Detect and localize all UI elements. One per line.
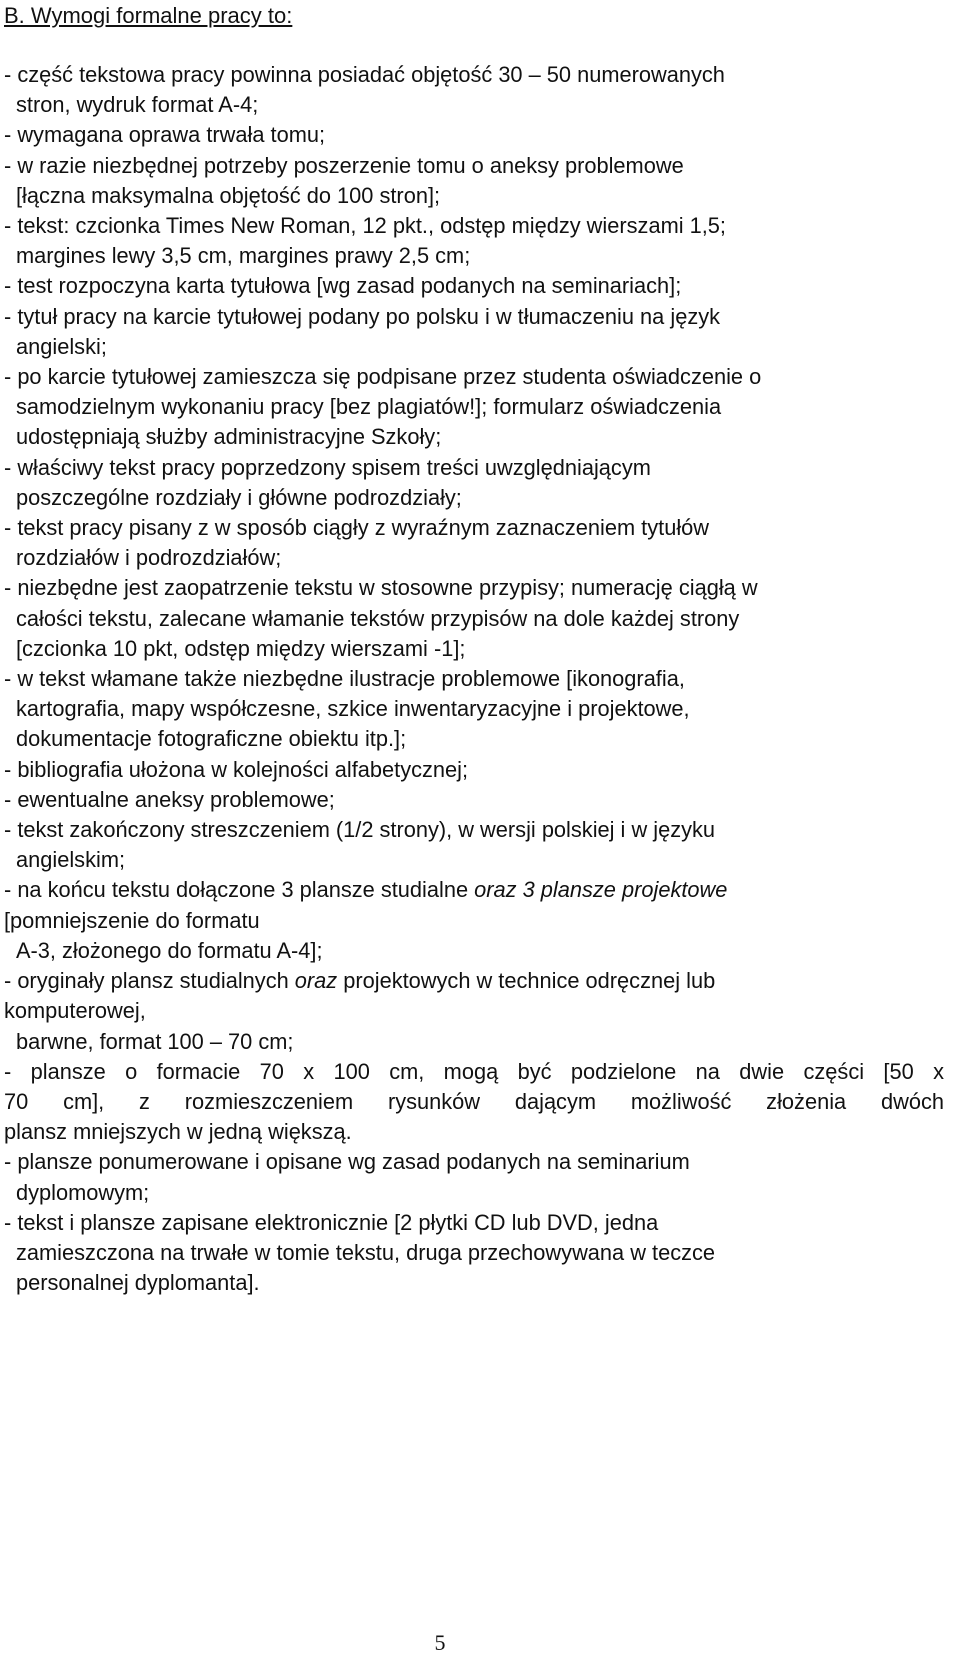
item-text: projektowych w technice odręcznej lub (337, 968, 716, 994)
list-item (4, 1147, 944, 1207)
item-line: - w razie niezbędnej potrzeby poszerzenie tomu o aneksy problemowe (4, 152, 684, 178)
item-line: - wymagana oprawa trwała tomu; (4, 122, 326, 148)
list-item (4, 1057, 944, 1148)
item-text-italic: oraz (294, 968, 338, 994)
item-line: - test rozpoczyna karta tytułowa [wg zasad podanych na seminariach]; (4, 273, 682, 299)
item-line: zamieszczona na trwałe w tomie tekstu, druga przechowywana w teczce (16, 1239, 716, 1265)
item-line: rozdziałów i podrozdziałów; (16, 545, 282, 571)
item-line (4, 966, 944, 996)
item-line: udostępniają służby administracyjne Szkoły; (16, 424, 442, 450)
item-line: - po karcie tytułowej zamieszcza się podpisane przez studenta oświadczenie o (4, 364, 762, 390)
item-line: - właściwy tekst pracy poprzedzony spisem treści uwzględniającym (4, 454, 651, 480)
requirements-list (4, 60, 944, 1298)
item-line: [czcionka 10 pkt, odstęp między wierszami -1]; (16, 635, 466, 661)
list-item (4, 966, 944, 1057)
item-line: - bibliografia ułożona w kolejności alfabetycznej; (4, 756, 469, 782)
item-line: plansz mniejszych w jedną większą. (4, 1119, 352, 1145)
list-item (4, 271, 944, 301)
item-text: - oryginały plansz studialnych (4, 968, 295, 994)
section-title: B. Wymogi formalne pracy to: (4, 3, 293, 28)
item-line: - tekst i plansze zapisane elektronicznie [2 płytki CD lub DVD, jedna (4, 1209, 659, 1235)
list-item (4, 151, 944, 211)
item-line: [pomniejszenie do formatu (4, 907, 260, 933)
item-line: - tekst zakończony streszczeniem (1/2 strony), w wersji polskiej i w języku (4, 817, 716, 843)
item-line: - w tekst włamane także niezbędne ilustracje problemowe [ikonografia, (4, 666, 685, 692)
list-item (4, 362, 944, 453)
item-line: - tekst pracy pisany z w sposób ciągły z wyraźnym zaznaczeniem tytułów (4, 515, 710, 541)
item-line: 70 cm], z rozmieszczeniem rysunków dającym możliwość złożenia dwóch (4, 1088, 944, 1114)
item-line: A-3, złożonego do formatu A-4]; (16, 937, 323, 963)
item-line: - część tekstowa pracy powinna posiadać objętość 30 – 50 numerowanych (4, 62, 725, 87)
item-line: [łączna maksymalna objętość do 100 stron]; (16, 182, 441, 208)
item-line: personalnej dyplomanta]. (16, 1270, 260, 1296)
item-line: całości tekstu, zalecane włamanie tekstów przypisów na dole każdej strony (16, 605, 740, 631)
item-line: - plansze ponumerowane i opisane wg zasad podanych na seminarium (4, 1149, 690, 1175)
item-line: dyplomowym; (16, 1179, 150, 1205)
list-item (4, 211, 944, 271)
item-line: barwne, format 100 – 70 cm; (16, 1028, 294, 1054)
item-text-italic: oraz 3 plansze projektowe (474, 877, 728, 903)
item-text: - na końcu tekstu dołączone 3 plansze studialne (4, 877, 475, 903)
item-line: - tytuł pracy na karcie tytułowej podany po polsku i w tłumaczeniu na język (4, 303, 721, 329)
list-item (4, 513, 944, 573)
list-item (4, 664, 944, 755)
item-line: angielskim; (16, 847, 126, 873)
item-line: angielski; (16, 333, 107, 359)
list-item (4, 60, 944, 120)
list-item (4, 1208, 944, 1299)
item-line (4, 875, 944, 905)
list-item (4, 453, 944, 513)
item-line: poszczególne rozdziały i główne podrozdziały; (16, 484, 462, 510)
list-item (4, 815, 944, 875)
list-item (4, 302, 944, 362)
list-item (4, 573, 944, 664)
item-line: stron, wydruk format A-4; (16, 92, 259, 118)
item-line: - tekst: czcionka Times New Roman, 12 pkt., odstęp między wierszami 1,5; (4, 213, 726, 239)
item-line: samodzielnym wykonaniu pracy [bez plagiatów!]; formularz oświadczenia (16, 394, 722, 420)
list-item (4, 755, 944, 785)
item-line: kartografia, mapy współczesne, szkice inwentaryzacyjne i projektowe, (16, 696, 690, 722)
item-line: - niezbędne jest zaopatrzenie tekstu w stosowne przypisy; numerację ciągłą w (4, 575, 758, 601)
page-number: 5 (434, 1630, 446, 1655)
item-line: komputerowej, (4, 998, 146, 1024)
item-line: - plansze o formacie 70 x 100 cm, mogą być podzielone na dwie części [50 x (4, 1058, 944, 1084)
list-item (4, 875, 944, 966)
item-line: - ewentualne aneksy problemowe; (4, 786, 335, 812)
list-item (4, 120, 944, 150)
item-line: dokumentacje fotograficzne obiektu itp.]; (16, 726, 407, 752)
list-item (4, 785, 944, 815)
item-line: margines lewy 3,5 cm, margines prawy 2,5 cm; (16, 243, 471, 269)
